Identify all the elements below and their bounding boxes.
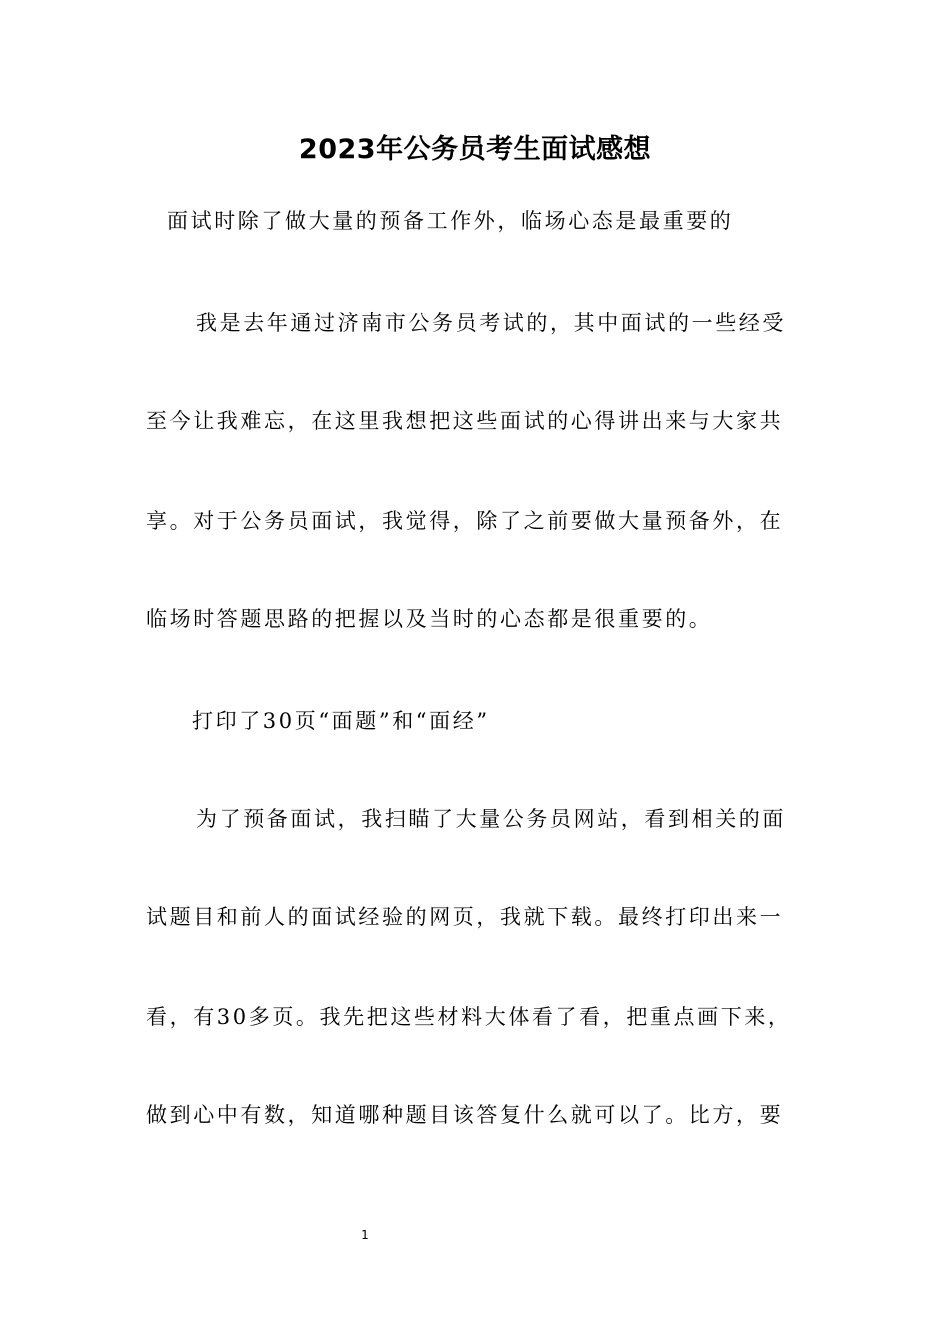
paragraph-line-1: 面试时除了做大量的预备工作外，临场心态是最重要的 <box>167 209 734 233</box>
paragraph-line-2: 我是去年通过济南市公务员考试的，其中面试的一些经受 <box>196 311 786 335</box>
paragraph-line-4: 享。对于公务员面试，我觉得，除了之前要做大量预备外，在 <box>146 509 784 533</box>
paragraph-line-3: 至今让我难忘，在这里我想把这些面试的心得讲出来与大家共 <box>146 409 784 433</box>
paragraph-line-7: 试题目和前人的面试经验的网页，我就下载。最终打印出来一 <box>146 905 784 929</box>
paragraph-line-9: 做到心中有数，知道哪种题目该答复什么就可以了。比方，要 <box>146 1103 784 1127</box>
section-heading-line: 打印了30页“面题”和“面经” <box>192 709 490 733</box>
document-title: 2023年公务员考生面试感想 <box>298 134 652 165</box>
paragraph-line-6: 为了预备面试，我扫瞄了大量公务员网站，看到相关的面 <box>196 807 786 831</box>
paragraph-line-5: 临场时答题思路的把握以及当时的心态都是很重要的。 <box>146 607 713 631</box>
page-number: 1 <box>361 1228 369 1242</box>
paragraph-line-8: 看，有30多页。我先把这些材料大体看了看，把重点画下来， <box>146 1005 792 1029</box>
